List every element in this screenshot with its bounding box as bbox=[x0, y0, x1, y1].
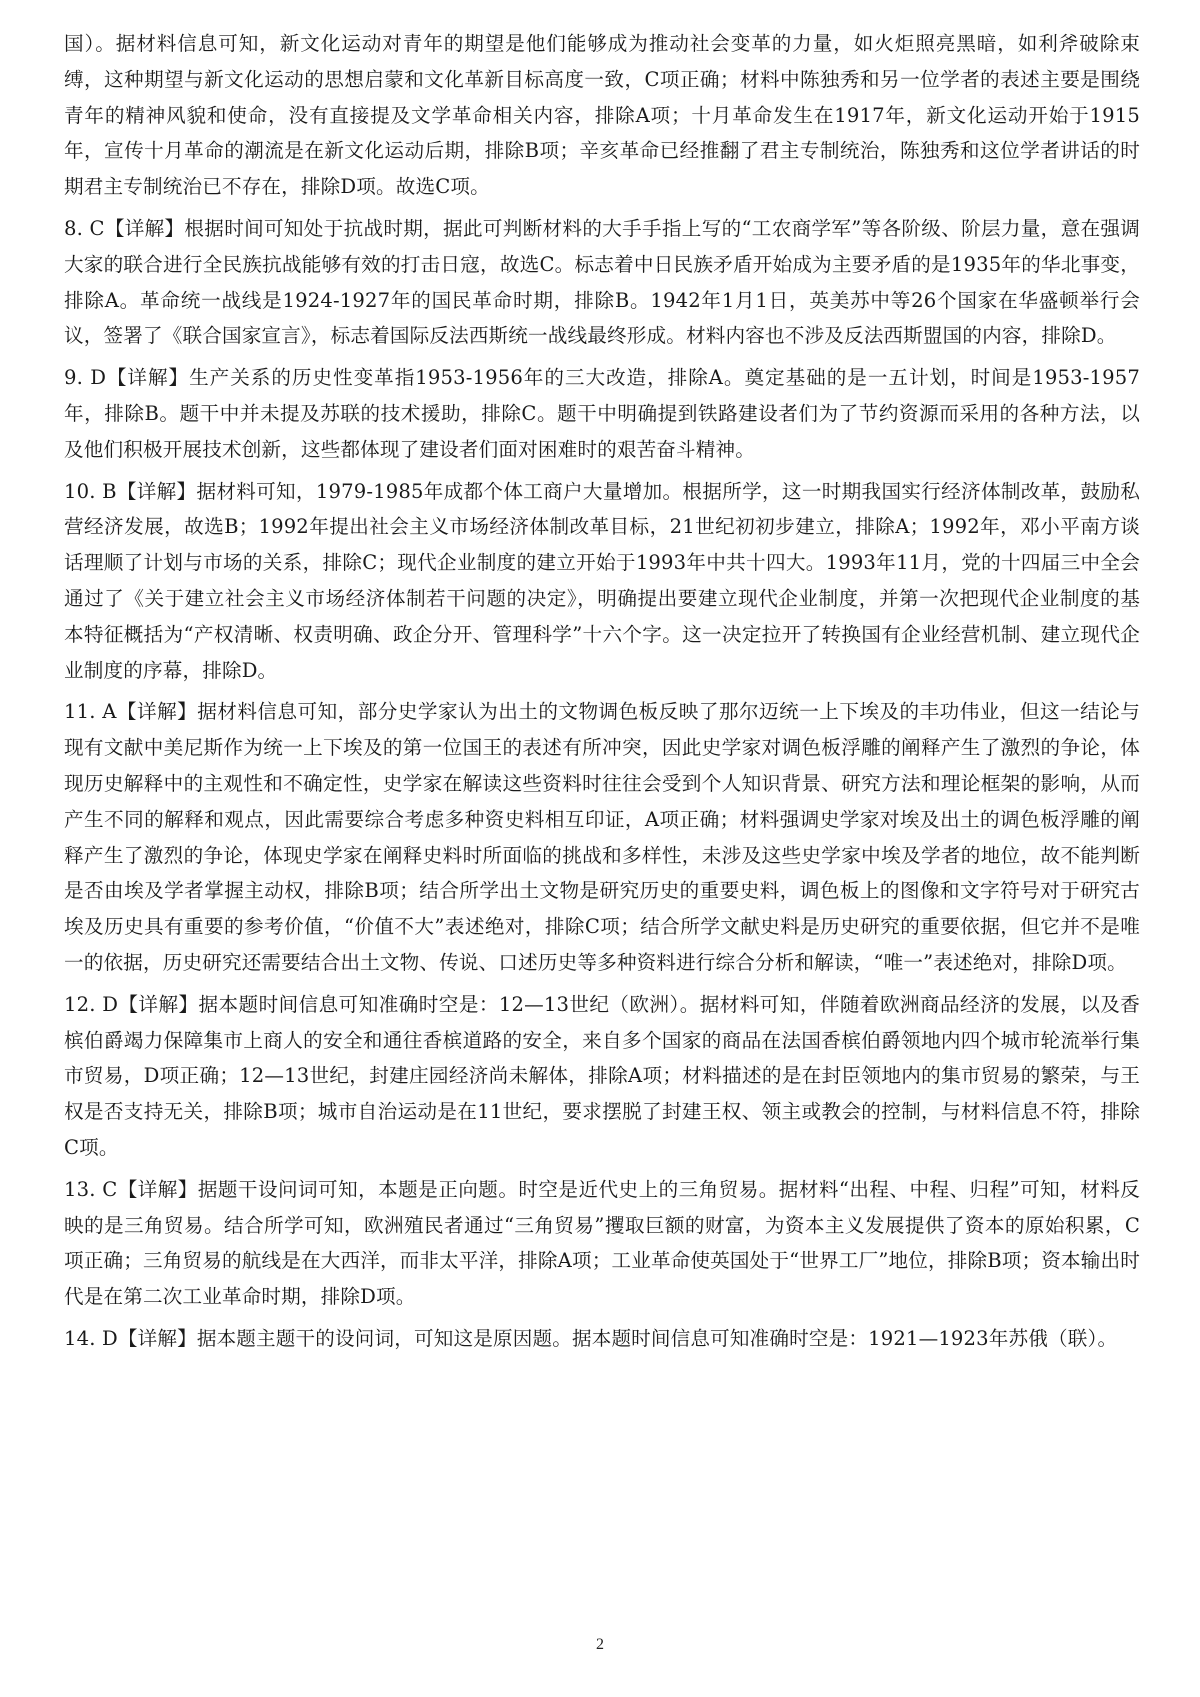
page-number: 2 bbox=[596, 1636, 604, 1653]
paragraph-answer-9: 9. D【详解】生产关系的历史性变革指1953-1956年的三大改造，排除A。奠定基础的是一五计划，时间是1953-1957年，排除B。题干中并未提及苏联的技术援助，排除C。题干中明确提到铁路建设者们为了节约资源而采用的各种方法，以及他们积极开展技术创新，这些都体现了建设者们面对困难时的艰苦奋斗精神。 bbox=[64, 366, 1140, 461]
paragraph-answer-8: 8. C【详解】根据时间可知处于抗战时期，据此可判断材料的大手手指上写的“工农商学军”等各阶级、阶层力量，意在强调大家的联合进行全民族抗战能够有效的打击日寇，故选C。标志着中日民族矛盾开始成为主要矛盾的是1935年的华北事变，排除A。革命统一战线是1924-1927年的国民革命时期，排除B。1942年1月1日，英美苏中等26个国家在华盛顿举行会议，签署了《联合国家宣言》，标志着国际反法西斯统一战线最终形成。材料内容也不涉及反法西斯盟国的内容，排除D。 bbox=[64, 216, 1140, 348]
paragraph-answer-14: 14. D【详解】据本题主题干的设问词，可知这是原因题。据本题时间信息可知准确时空是：1921—1923年苏俄（联）。 bbox=[64, 1326, 1118, 1350]
paragraph-answer-11: 11. A【详解】据材料信息可知，部分史学家认为出土的文物调色板反映了那尔迈统一上下埃及的丰功伟业，但这一结论与现有文献中美尼斯作为统一上下埃及的第一位国王的表述有所冲突，因此史学家对调色板浮雕的阐释产生了激烈的争论，体现历史解释中的主观性和不确定性，史学家在解读这些资料时往往会受到个人知识背景、研究方法和理论框架的影响，从而产生不同的解释和观点，因此需要综合考虑多种资史料相互印证，A项正确；材料强调史学家对埃及出土的调色板浮雕的阐释产生了激烈的争论，体现史学家在阐释史料时所面临的挑战和多样性，未涉及这些史学家中埃及学者的地位，故不能判断是否由埃及学者掌握主动权，排除B项；结合所学出土文物是研究历史的重要史料，调色板上的图像和文字符号对于研究古埃及历史具有重要的参考价值，“价值不大”表述绝对，排除C项；结合所学文献史料是历史研究的重要依据，但它并不是唯一的依据，历史研究还需要结合出土文物、传说、口述历史等多种资料进行综合分析和解读，“唯一”表述绝对，排除D项。 bbox=[64, 700, 1140, 974]
document-body bbox=[64, 26, 1140, 1363]
paragraph-answer-12: 12. D【详解】据本题时间信息可知准确时空是：12—13世纪（欧洲）。据材料可知，伴随着欧洲商品经济的发展，以及香槟伯爵竭力保障集市上商人的安全和通往香槟道路的安全，来自多个国家的商品在法国香槟伯爵领地内四个城市轮流举行集市贸易，D项正确；12—13世纪，封建庄园经济尚未解体，排除A项；材料描述的是在封臣领地内的集市贸易的繁荣，与王权是否支持无关，排除B项；城市自治运动是在11世纪，要求摆脱了封建王权、领主或教会的控制，与材料信息不符，排除C项。 bbox=[64, 992, 1140, 1159]
paragraph-answer-10: 10. B【详解】据材料可知，1979-1985年成都个体工商户大量增加。根据所学，这一时期我国实行经济体制改革，鼓励私营经济发展，故选B；1992年提出社会主义市场经济体制改革目标，21世纪初初步建立，排除A；1992年，邓小平南方谈话理顺了计划与市场的关系，排除C；现代企业制度的建立开始于1993年中共十四大。1993年11月，党的十四届三中全会通过了《关于建立社会主义市场经济体制若干问题的决定》，明确提出要建立现代企业制度，并第一次把现代企业制度的基本特征概括为“产权清晰、权责明确、政企分开、管理科学”十六个字。这一决定拉开了转换国有企业经营机制、建立现代企业制度的序幕，排除D。 bbox=[64, 479, 1140, 682]
paragraph-7-continued: 国）。据材料信息可知，新文化运动对青年的期望是他们能够成为推动社会变革的力量，如火炬照亮黑暗，如利斧破除束缚，这种期望与新文化运动的思想启蒙和文化革新目标高度一致，C项正确；材料中陈独秀和另一位学者的表述主要是围绕青年的精神风貌和使命，没有直接提及文学革命相关内容，排除A项；十月革命发生在1917年，新文化运动开始于1915年，宣传十月革命的潮流是在新文化运动后期，排除B项；辛亥革命已经推翻了君主专制统治，陈独秀和这位学者讲话的时期君主专制统治已不存在，排除D项。故选C项。 bbox=[64, 32, 1140, 199]
paragraph-answer-13: 13. C【详解】据题干设问词可知，本题是正向题。时空是近代史上的三角贸易。据材料“出程、中程、归程”可知，材料反映的是三角贸易。结合所学可知，欧洲殖民者通过“三角贸易”攫取巨额的财富，为资本主义发展提供了资本的原始积累，C项正确；三角贸易的航线是在大西洋，而非太平洋，排除A项；工业革命使英国处于“世界工厂”地位，排除B项；资本输出时代是在第二次工业革命时期，排除D项。 bbox=[64, 1177, 1140, 1309]
